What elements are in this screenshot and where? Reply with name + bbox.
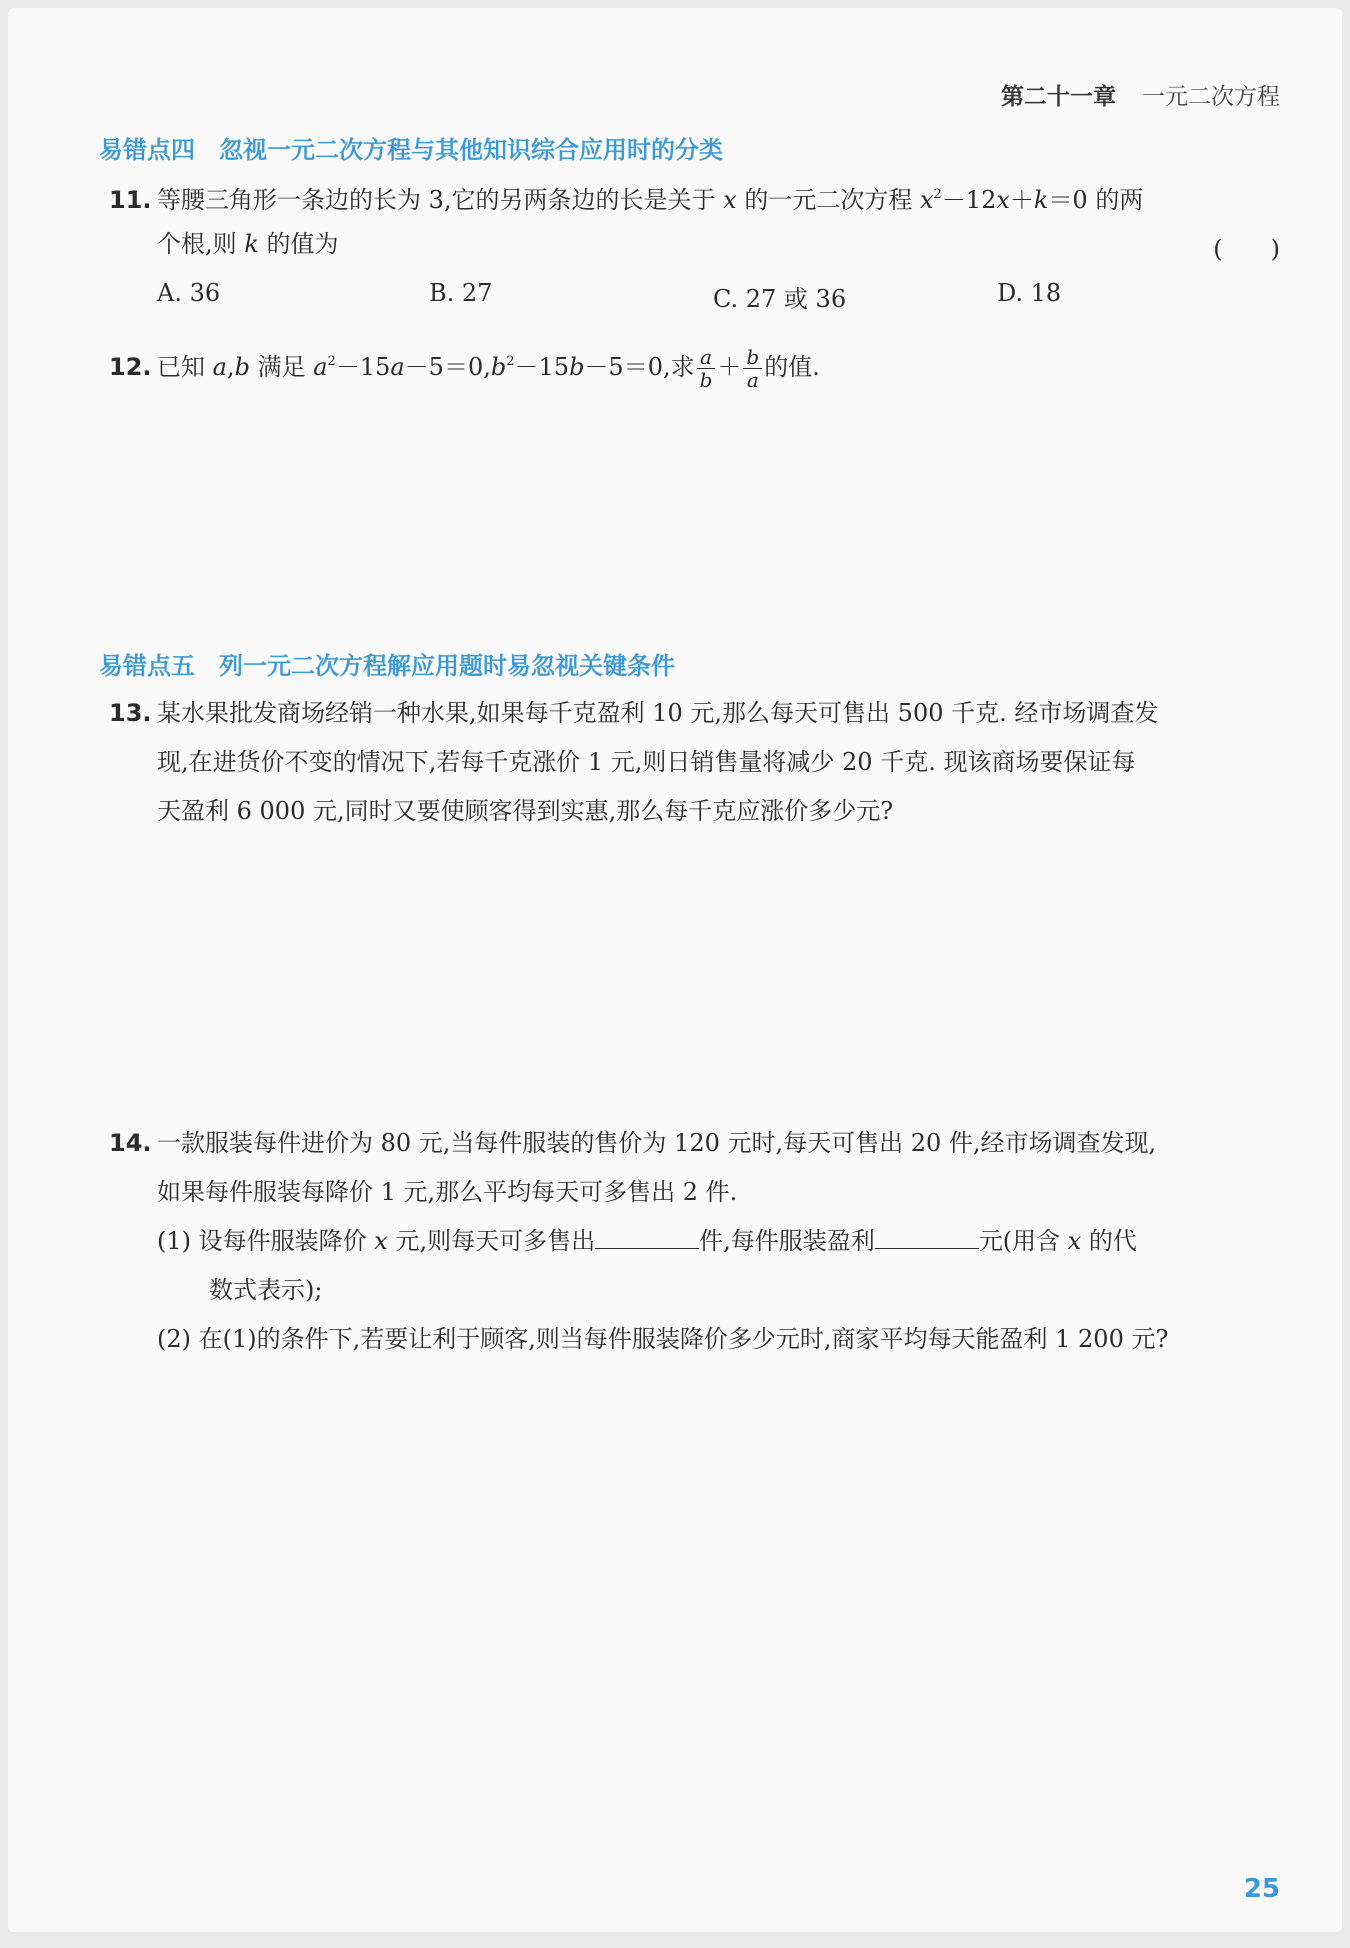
math-var: a [212,353,227,381]
question-14-line-2: 如果每件服装每降价 1 元,那么平均每天可多售出 2 件. [157,1178,738,1206]
math-var: b [490,353,507,381]
option-d[interactable]: D. 18 [997,279,1062,307]
question-13-line-2: 现,在进货价不变的情况下,若每千克涨价 1 元,则日销售量将减少 20 千克. 现该商场要保证每 [157,748,1136,776]
math-text: , [226,353,235,381]
question-11-line-2 [157,229,338,259]
question-13-line-1 [109,698,1158,728]
section-heading-5 [99,646,675,681]
chapter-title: 一元二次方程 [1142,84,1280,110]
question-number: 14. [109,1129,152,1157]
workbook-page [8,8,1342,1932]
math-var: x [723,186,737,214]
fraction-a-over-b [697,346,716,391]
question-text: 的值为 [258,230,339,258]
option-c[interactable]: C. 27 或 36 [713,285,847,313]
question-text: 一款服装每件进价为 80 元,当每件服装的售价为 120 元时,每天可售出 20 件,经市场调查发现, [157,1129,1157,1157]
question-number: 12. [109,353,152,381]
answer-blank-1[interactable] [595,1226,699,1249]
math-var: b [569,353,585,381]
math-var: a [313,353,328,381]
chapter-number: 第二十一章 [1001,84,1116,110]
math-text: －15 [335,353,391,381]
math-var: k [244,230,259,258]
denominator: b [699,368,713,392]
math-var: x [919,186,934,214]
answer-blank-2[interactable] [875,1226,979,1249]
section-label: 易错点五 [99,652,195,680]
exponent: 2 [933,187,942,202]
question-number: 13. [109,699,152,727]
question-text: －5＝0,求 [584,353,695,381]
question-text: 元(用含 [978,1227,1068,1255]
section-title-text: 忽视一元二次方程与其他知识综合应用时的分类 [219,136,723,164]
question-text: 元,则每天可多售出 [387,1227,596,1255]
question-text: 的代 [1081,1227,1137,1255]
math-var: b [234,353,250,381]
option-b[interactable]: B. 27 [429,279,493,307]
fraction-b-over-a [743,346,762,391]
question-14-line-1 [109,1128,1156,1158]
numerator: a [697,346,715,369]
question-text: 等腰三角形一条边的长为 3,它的另两条边的长是关于 [157,186,724,214]
exponent: 2 [506,354,515,369]
question-13-line-3: 天盈利 6 000 元,同时又要使顾客得到实惠,那么每千克应涨价多少元? [157,797,894,825]
math-text: ＋ [1009,186,1034,214]
section-title-text: 列一元二次方程解应用题时易忽视关键条件 [219,652,675,680]
math-text: －12 [941,186,997,214]
math-text: －15 [514,353,570,381]
numerator: b [743,346,762,369]
question-text: ＝0 的两 [1048,186,1144,214]
math-var: a [390,353,405,381]
answer-parentheses[interactable]: ( ) [1213,235,1280,263]
question-text: 件,每件服装盈利 [699,1227,875,1255]
question-12 [109,338,820,391]
section-heading-4 [99,130,723,165]
math-var: x [996,186,1010,214]
question-14-part-1-line-2: 数式表示); [209,1276,323,1304]
math-text: ＋ [717,353,742,381]
denominator: a [746,368,759,392]
math-var: x [374,1227,388,1255]
question-14-part-2: (2) 在(1)的条件下,若要让利于顾客,则当每件服装降价多少元时,商家平均每天能盈利 1 200 元? [157,1325,1169,1353]
page-number: 25 [1243,1874,1280,1904]
math-var: k [1033,186,1049,214]
question-11-line-1 [109,180,1143,215]
question-text: 的值. [764,353,820,381]
question-text: 个根,则 [157,230,245,258]
question-text: (1) 设每件服装降价 [157,1227,375,1255]
running-header [1001,78,1280,111]
question-text: 已知 [157,353,213,381]
question-text: 某水果批发商场经销一种水果,如果每千克盈利 10 元,那么每天可售出 500 千克. 经市场调查发 [157,699,1159,727]
section-label: 易错点四 [99,136,195,164]
question-number: 11. [109,186,152,214]
question-14-part-1 [157,1226,1137,1256]
question-text: 的一元二次方程 [736,186,920,214]
math-var: x [1067,1227,1082,1255]
option-a[interactable]: A. 36 [157,279,221,307]
exponent: 2 [327,354,336,369]
math-text: －5＝0, [404,353,491,381]
question-text: 满足 [249,353,314,381]
